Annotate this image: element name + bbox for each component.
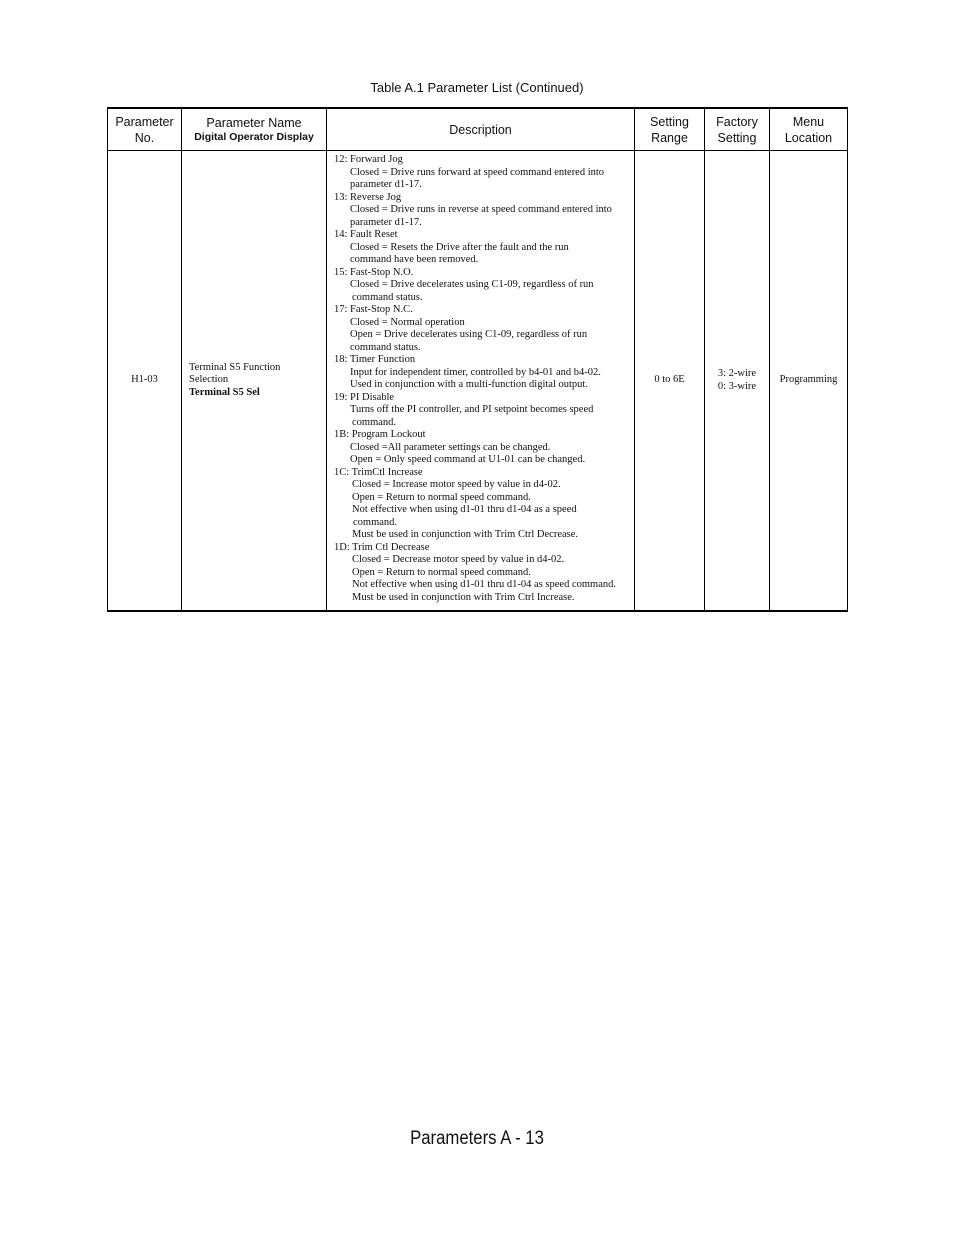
cell-factory-setting: 3: 2-wire 0: 3-wire xyxy=(705,151,770,612)
table-header-row xyxy=(108,108,848,151)
description-line: parameter d1-17. xyxy=(350,179,422,190)
description-line: 1B: Program Lockout xyxy=(334,429,426,440)
description-line: 13: Reverse Jog xyxy=(334,191,402,203)
table-row xyxy=(108,151,848,612)
description-line: Open = Return to normal speed command. xyxy=(352,566,531,578)
header-description: Description xyxy=(327,108,635,151)
description-line: Closed = Resets the Drive after the fault and the run xyxy=(350,241,569,253)
description-line: Closed = Increase motor speed by value in d4-02. xyxy=(352,479,561,490)
cell-description xyxy=(327,151,635,612)
description-line: 12: Forward Jog xyxy=(334,154,403,165)
description-line: command status. xyxy=(350,341,421,353)
cell-setting-range: 0 to 6E xyxy=(635,151,705,612)
description-line: Turns off the PI controller, and PI setpoint becomes speed xyxy=(350,404,594,415)
description-line: command. xyxy=(353,516,398,528)
header-parameter-no: Parameter No. xyxy=(108,108,182,151)
description-line: Closed =All parameter settings can be changed. xyxy=(350,441,551,453)
description-line: Must be used in conjunction with Trim Ctrl Decrease. xyxy=(352,529,579,540)
description-line: 14: Fault Reset xyxy=(334,229,398,240)
description-line: command. xyxy=(352,416,397,428)
parameter-table xyxy=(107,107,848,612)
description-line: Closed = Drive runs in reverse at speed command entered into xyxy=(350,204,612,215)
description-line: Closed = Decrease motor speed by value in d4-02. xyxy=(352,554,565,565)
description-line: 1D: Trim Ctl Decrease xyxy=(334,541,430,553)
header-factory-setting: Factory Setting xyxy=(705,108,770,151)
description-line: 15: Fast-Stop N.O. xyxy=(334,266,414,278)
header-menu-location: Menu Location xyxy=(770,108,848,151)
description-line: parameter d1-17. xyxy=(350,216,422,228)
description-line: Closed = Drive runs forward at speed command entered into xyxy=(350,166,605,178)
cell-menu-location: Programming xyxy=(770,151,848,612)
description-line: Closed = Normal operation xyxy=(350,316,465,328)
description-line: Open = Return to normal speed command. xyxy=(352,491,531,503)
description-line: 19: PI Disable xyxy=(334,391,395,403)
header-digital-operator-display: Digital Operator Display xyxy=(194,131,314,143)
header-parameter-name: Parameter Name Digital Operator Display xyxy=(182,108,327,151)
digital-operator-display: Terminal S5 Sel xyxy=(189,386,260,398)
description-line: Open = Only speed command at U1-01 can be changed. xyxy=(350,454,586,465)
description-line: Not effective when using d1-01 thru d1-04 as a speed xyxy=(352,504,577,515)
description-line: Must be used in conjunction with Trim Ctrl Increase. xyxy=(352,591,575,603)
table-caption: Table A.1 Parameter List (Continued) xyxy=(370,80,584,95)
description-line: Open = Drive decelerates using C1-09, regardless of run xyxy=(350,329,588,340)
description-line: 18: Timer Function xyxy=(334,354,416,365)
description-line: command have been removed. xyxy=(350,254,479,265)
description-line: Closed = Drive decelerates using C1-09, regardless of run xyxy=(350,279,594,290)
description-line: command status. xyxy=(352,291,423,303)
description-line: Input for independent timer, controlled by b4-01 and b4-02. xyxy=(350,366,601,378)
description-line: Not effective when using d1-01 thru d1-04 as speed command. xyxy=(352,579,616,590)
header-setting-range: Setting Range xyxy=(635,108,705,151)
description-line: Used in conjunction with a multi-function digital output. xyxy=(350,379,588,390)
page-footer: Parameters A - 13 xyxy=(410,1128,544,1149)
description-line: 17: Fast-Stop N.C. xyxy=(334,304,413,315)
cell-parameter-name: Terminal S5 Function Selection Terminal S5 Sel xyxy=(182,151,327,612)
description-line: 1C: TrimCtl Increase xyxy=(334,466,423,478)
cell-parameter-no: H1-03 xyxy=(108,151,182,612)
